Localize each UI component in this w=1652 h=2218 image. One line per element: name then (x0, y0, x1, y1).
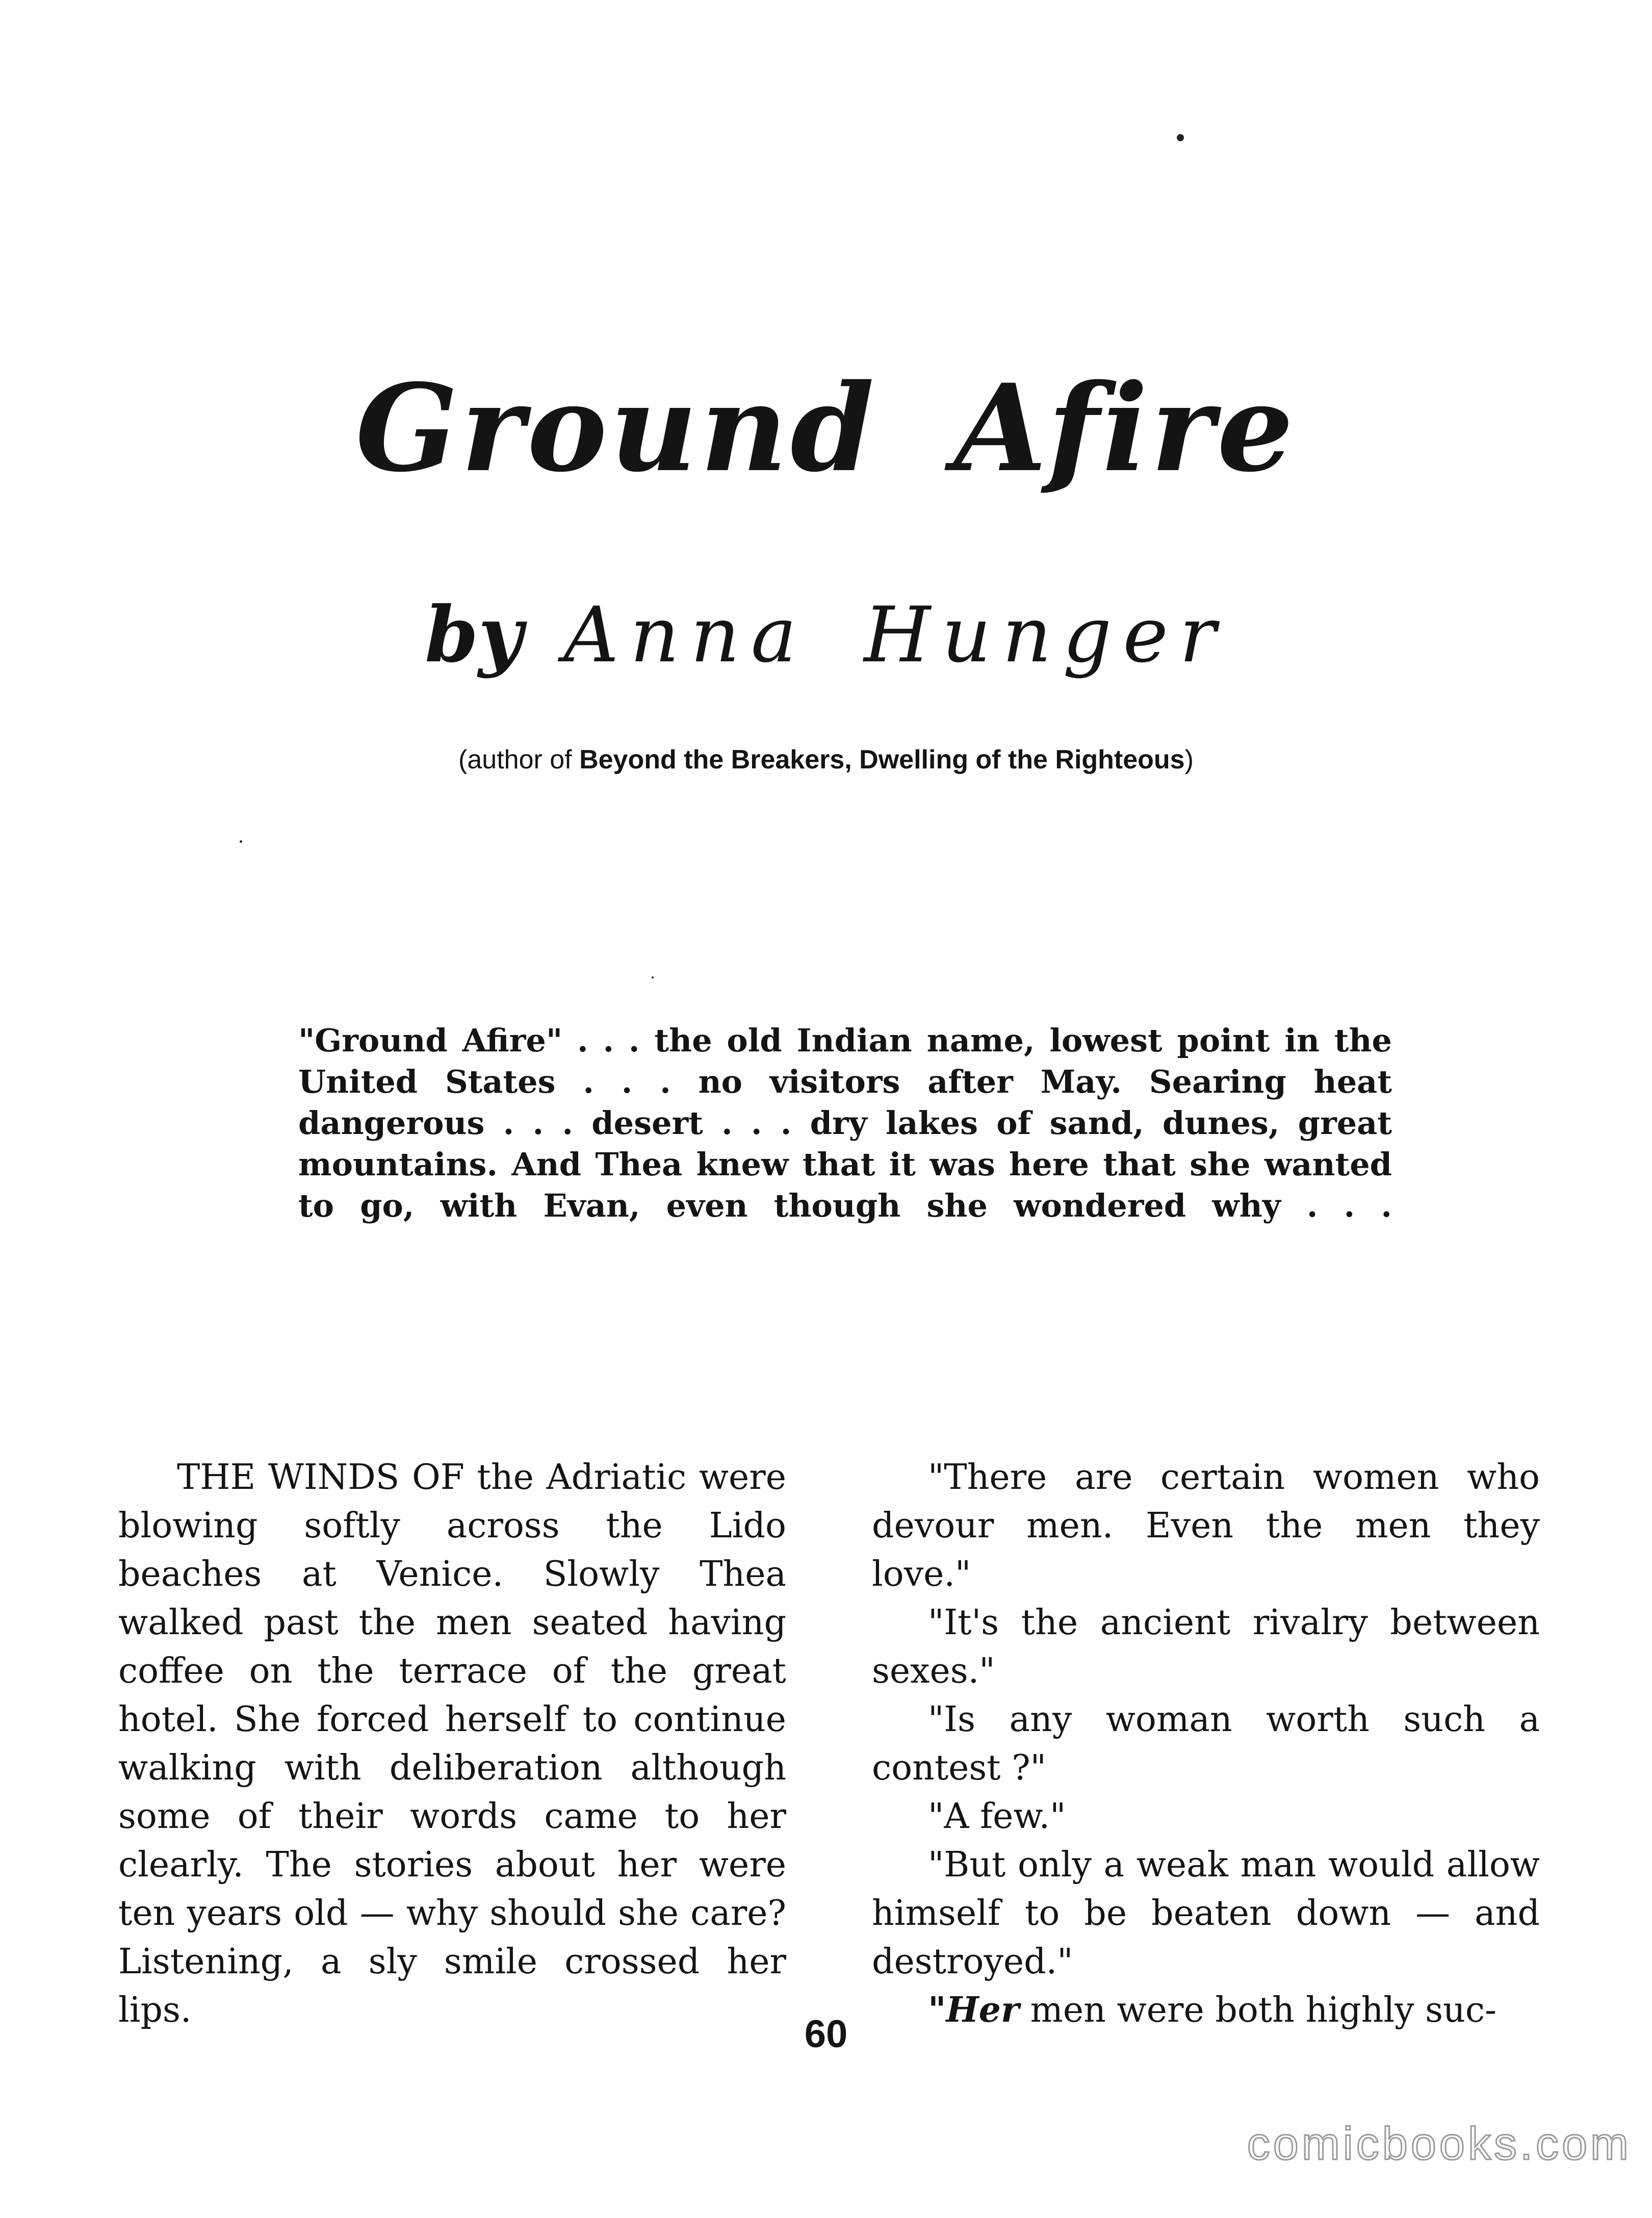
byline-by: by (425, 590, 523, 680)
print-speck (652, 976, 654, 978)
page-number: 60 (804, 2013, 848, 2056)
emphasized-word: "Her (928, 1990, 1019, 2030)
title-word-ground: Ground (355, 358, 877, 499)
author-first-name: Anna (563, 591, 808, 680)
author-last-name: Hunger (864, 591, 1227, 680)
story-blurb: "Ground Afire" . . . the old Indian name, lowest point in the United States . . . no visitors after May. Searing heat dangerous . . . desert . . . dry lakes of sand, dunes, great mountains. And Thea knew that it was here that she wanted to go, with Evan, even though she wondered why . . . (298, 1022, 1392, 1224)
body-column-right (872, 1453, 1540, 2034)
dialogue-paragraph: "But only a weak man would allow himself to be beaten down — and destroyed." (872, 1845, 1540, 1982)
body-column-left (118, 1453, 786, 2034)
author-credits-books: Beyond the Breakers, Dwelling of the Righteous (579, 745, 1185, 775)
opening-paragraph: THE WINDS OF the Adriatic were blowing softly across the Lido beaches at Venice. Slowly Thea walked past the men seated having coffee on the terrace of the great hotel. She forced herself to continue walking with deliberation although some of their words came to her clearly. The stories about her were ten years old — why should she care? Listening, a sly smile crossed her lips. (118, 1457, 786, 2030)
author-credits-suffix: ) (1184, 745, 1194, 775)
source-watermark: comicbooks.com (1247, 2119, 1632, 2170)
dialogue-paragraph: "A few." (928, 1796, 1066, 1837)
byline (0, 586, 1652, 684)
print-speck (240, 840, 242, 843)
dialogue-paragraph: "Is any woman worth such a contest ?" (872, 1699, 1540, 1788)
dialogue-paragraph: "There are certain women who devour men. Even the men they love." (872, 1457, 1540, 1594)
dialogue-paragraph: "It's the ancient rivalry between sexes." (872, 1603, 1540, 1691)
print-speck (1177, 134, 1184, 141)
author-credits-prefix: (author of (458, 745, 580, 775)
paragraph-continuation: men were both highly suc- (1019, 1990, 1496, 2030)
author-credits (0, 742, 1652, 778)
story-title (0, 352, 1652, 505)
title-word-afire: Afire (953, 358, 1297, 499)
